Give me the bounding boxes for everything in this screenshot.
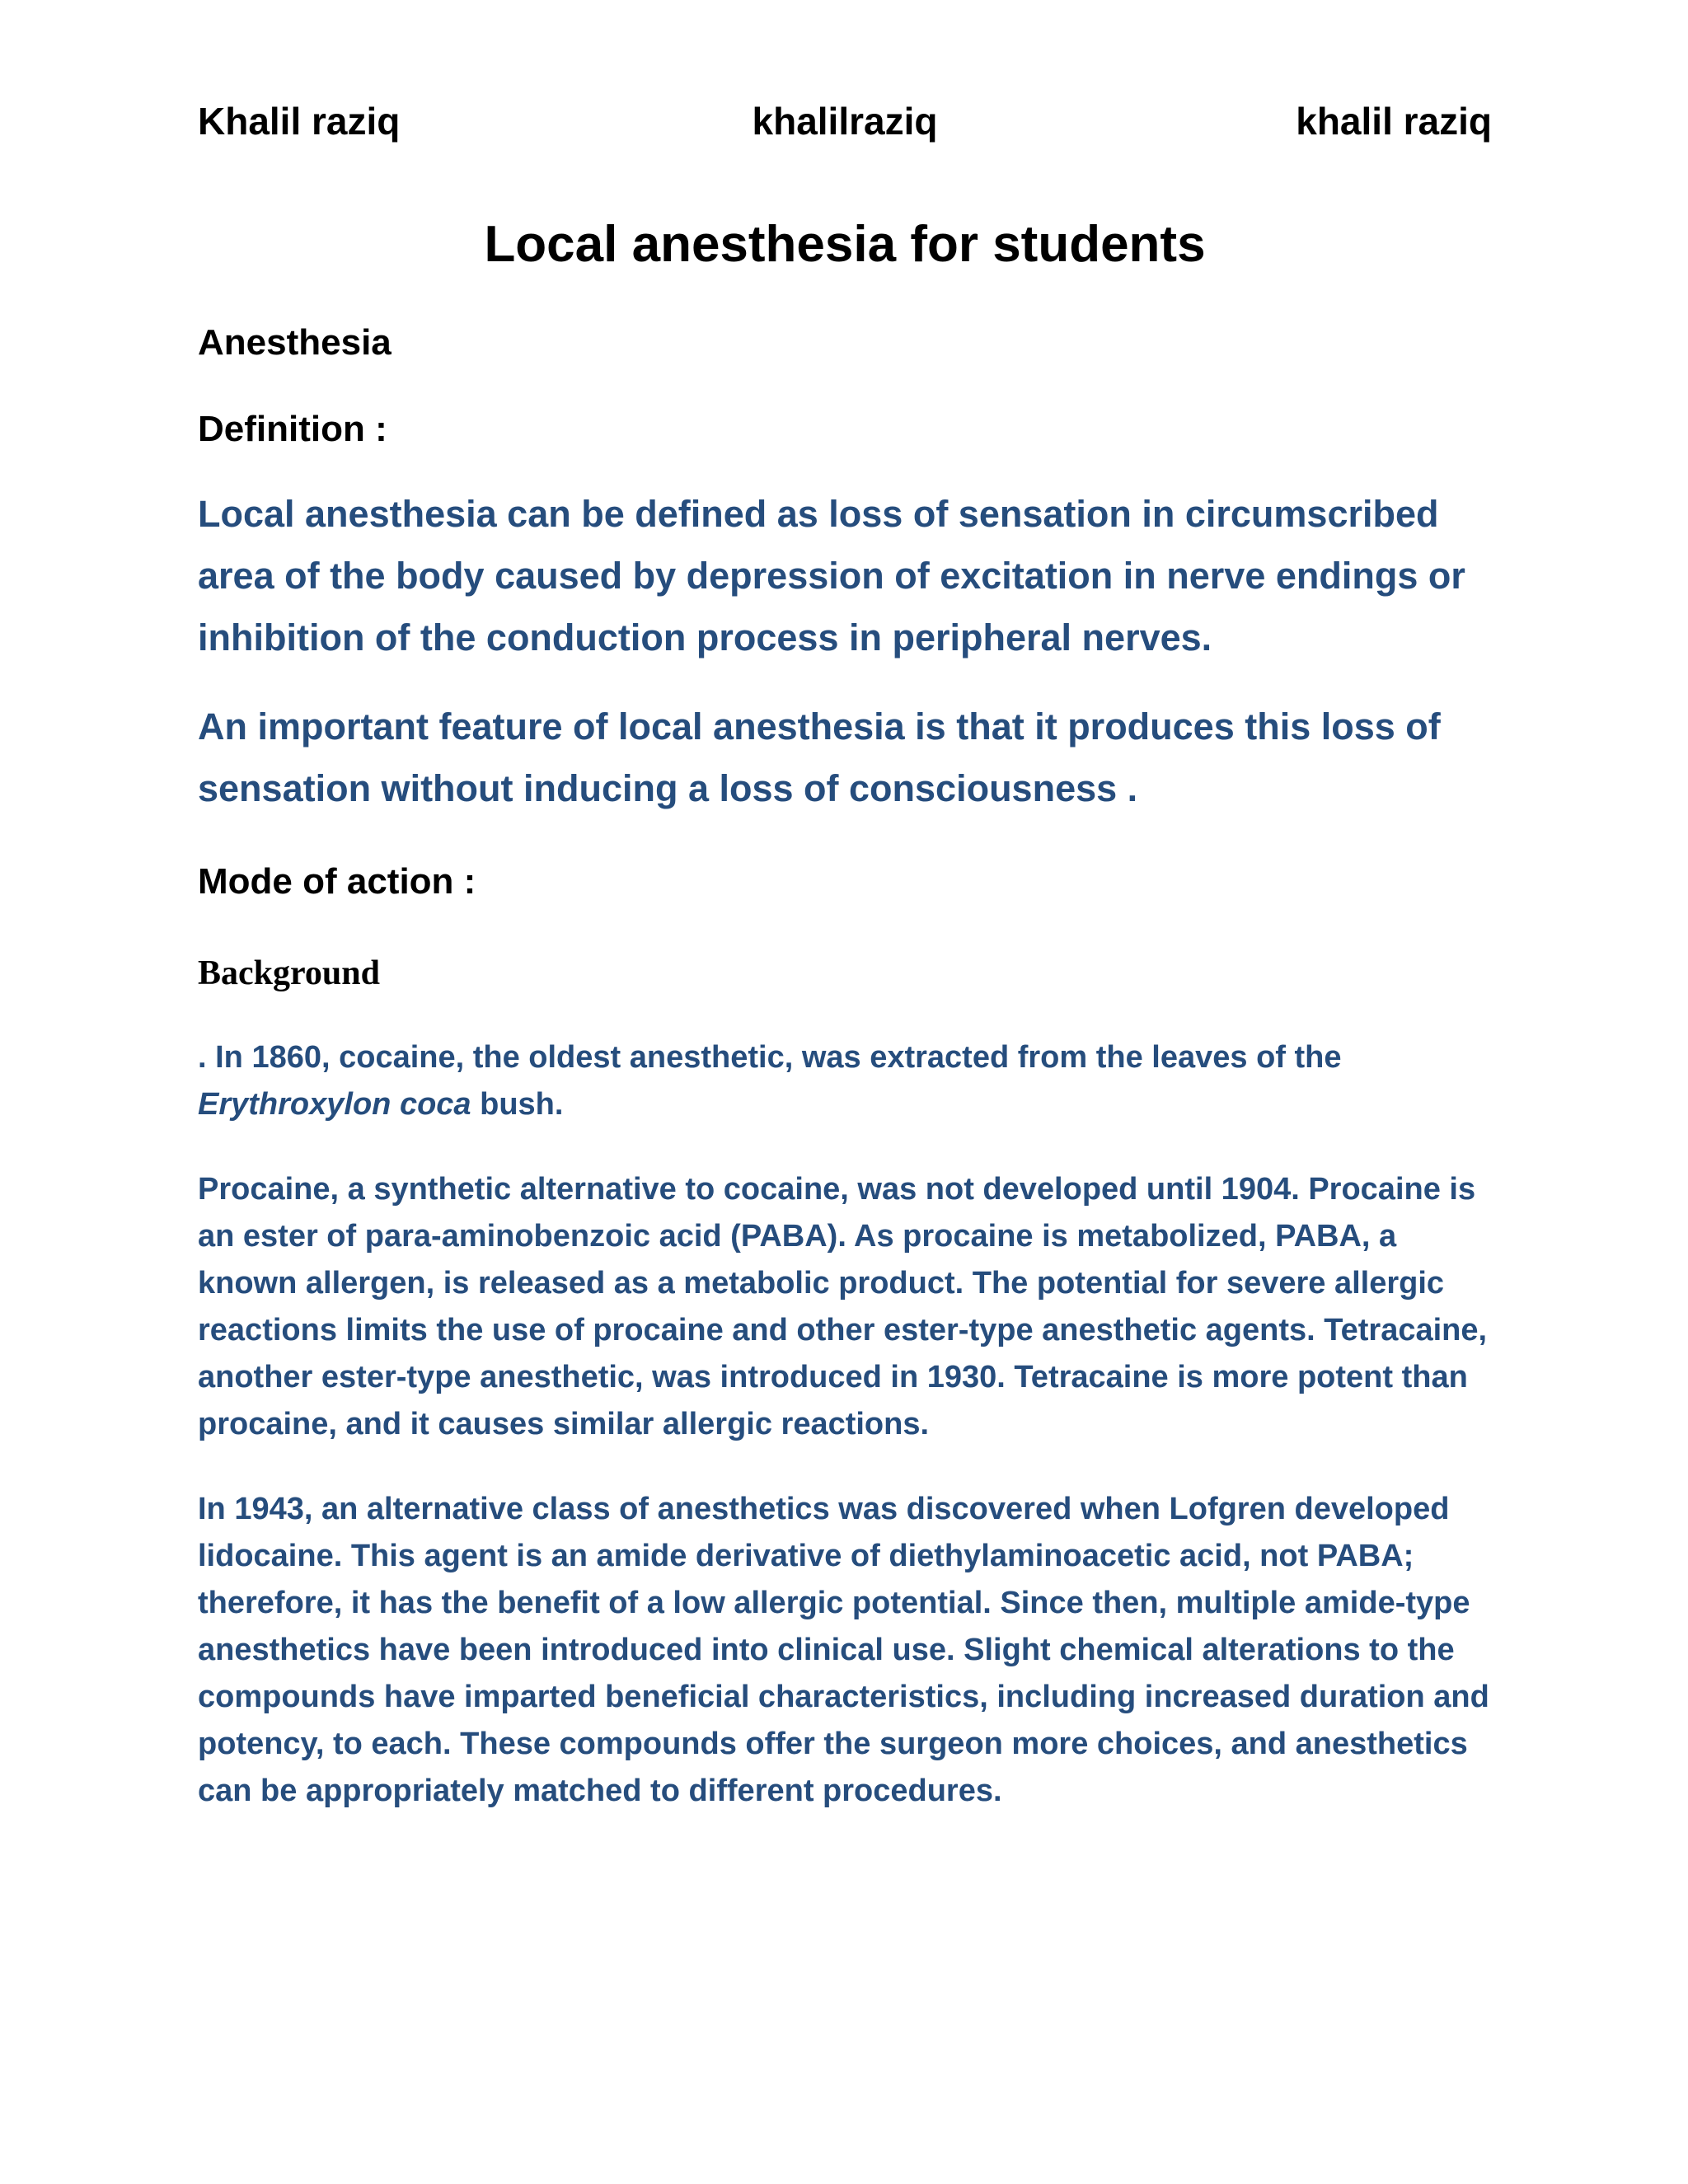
feature-paragraph: An important feature of local anesthesia is that it produces this loss of sensation without inducing a loss of consciousness . — [198, 705, 1441, 809]
heading-background: Background — [198, 954, 380, 992]
heading-anesthesia: Anesthesia — [198, 322, 392, 363]
background-paragraph-procaine: Procaine, a synthetic alternative to cocaine, was not developed until 1904. Procaine is an ester of para-aminobenzoic acid (PABA). As procaine is metabolized, PABA, a known allergen, is released as a metabolic product. The potential for severe allergic reactions limits the use of procaine and other ester-type anesthetic agents. Tetracaine, another ester-type anesthetic, was introduced in 1930. Tetracaine is more potent than procaine, and it causes similar allergic reactions. — [198, 1171, 1488, 1441]
definition-paragraph: Local anesthesia can be defined as loss of sensation in circumscribed area of the body caused by depression of excitation in nerve endings or inhibition of the conduction process in peripheral nerves. — [198, 492, 1465, 658]
header-right-author: khalil raziq — [1296, 100, 1492, 143]
document-title: Local anesthesia for students — [484, 216, 1206, 273]
heading-definition: Definition : — [198, 409, 387, 450]
paragraph-1860-text-a: . In 1860, cocaine, the oldest anesthetic, was extracted from the leaves of the — [198, 1039, 1342, 1075]
species-name-italic: Erythroxylon coca — [198, 1086, 471, 1122]
background-paragraph-1943: In 1943, an alternative class of anesthetics was discovered when Lofgren developed lidocaine. This agent is an amide derivative of diethylaminoacetic acid, not PABA; therefore, it has the benefit of a low allergic potential. Since then, multiple amide-type anesthetics have been introduced into clinical use. Slight chemical alterations to the compounds have imparted beneficial characteristics, including increased duration and potency, to each. These compounds offer the surgeon more choices, and anesthetics can be appropriately matched to different procedures. — [198, 1491, 1489, 1808]
page-header — [198, 99, 1492, 157]
paragraph-1860-text-b: bush. — [471, 1086, 564, 1122]
header-center-author: khalilraziq — [752, 100, 938, 143]
document-page — [198, 99, 1492, 1815]
background-paragraph-1860 — [198, 1034, 1492, 1128]
header-left-author: Khalil raziq — [198, 100, 401, 143]
heading-mode-of-action: Mode of action : — [198, 860, 476, 902]
